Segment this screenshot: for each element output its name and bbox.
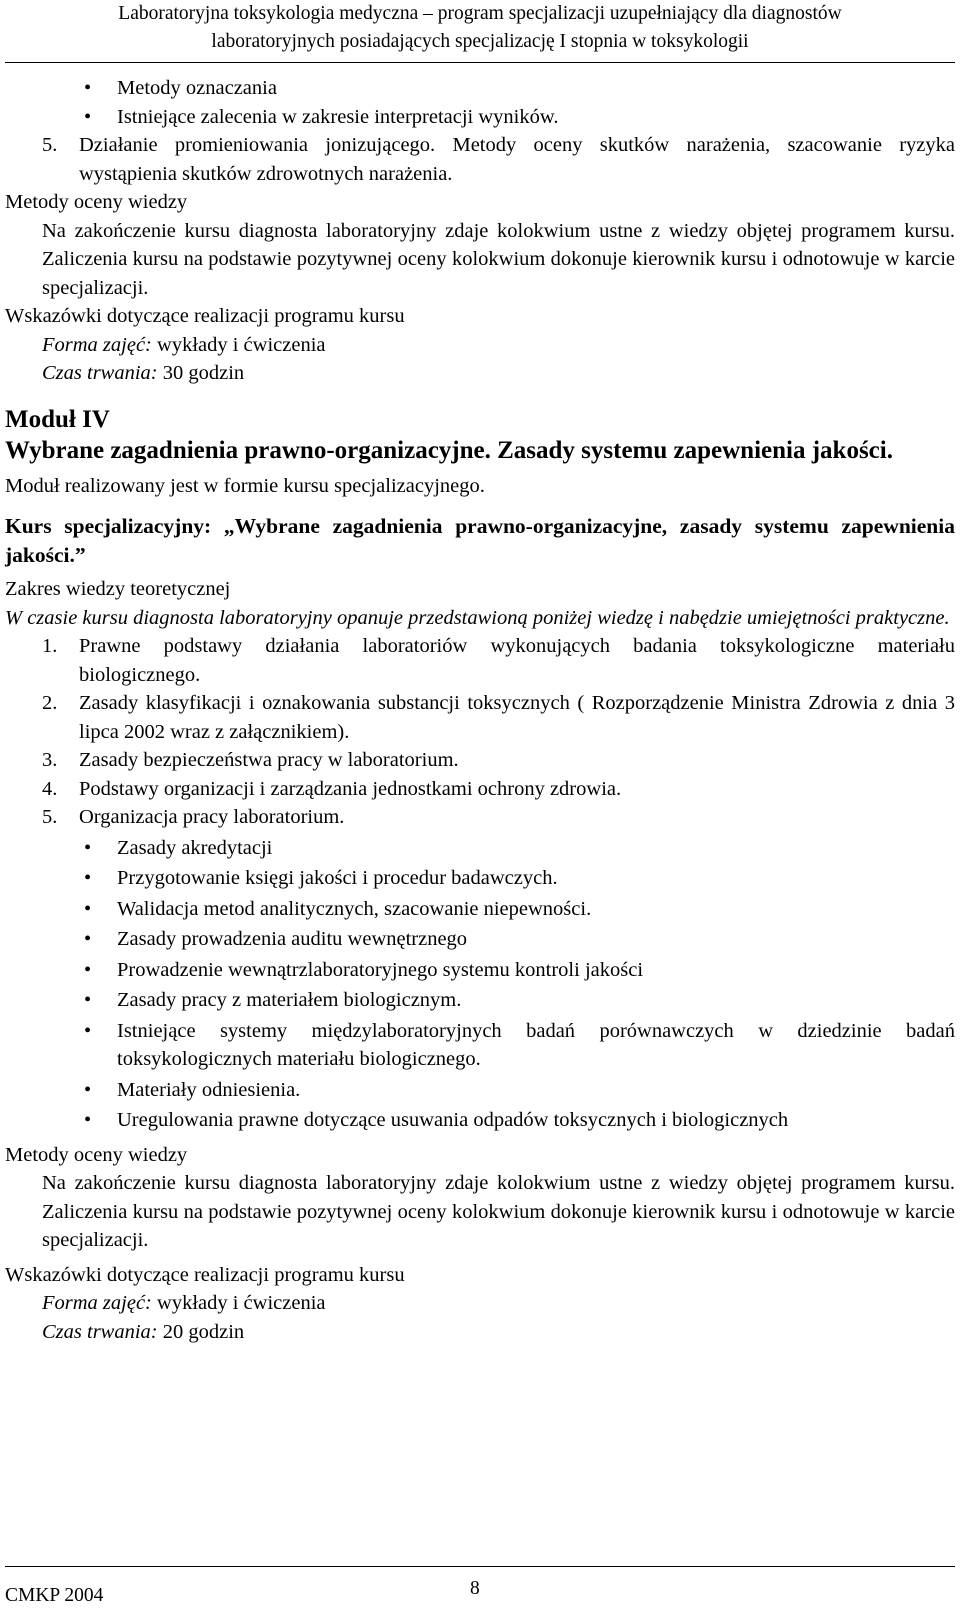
numbered-item: 3. Zasady bezpieczeństwa pracy w laboratorium. xyxy=(42,749,459,771)
bullet-icon: • xyxy=(84,867,92,889)
section-heading: Zakres wiedzy teoretycznej xyxy=(5,578,231,600)
numbered-item: 5. Działanie promieniowania jonizującego. Metody oceny skutków narażenia, szacowanie ryzyka wystąpienia skutków zdrowotnych narażenia. xyxy=(42,134,955,185)
section-heading: Wskazówki dotyczące realizacji programu kursu xyxy=(5,1263,405,1286)
list-item: • Zasady akredytacji xyxy=(5,834,955,863)
bullet-icon: • xyxy=(84,958,92,981)
page-content xyxy=(5,74,955,1346)
list-item: • Prowadzenie wewnątrzlaboratoryjnego systemu kontroli jakości xyxy=(5,956,955,985)
paragraph: Na zakończenie kursu diagnosta laboratoryjny zdaje kolokwium ustne z wiedzy objętej programem kursu. Zaliczenia kursu na podstawie pozytywnej oceny kolokwium dokonuje kierownik kursu i odnotowuje w karcie specjalizacji. xyxy=(42,219,955,299)
bullet-icon: • xyxy=(84,897,92,920)
section-heading: Wskazówki dotyczące realizacji programu kursu xyxy=(5,305,405,327)
list-item: • Uregulowania prawne dotyczące usuwania odpadów toksycznych i biologicznych xyxy=(5,1106,955,1135)
list-item: • Metody oznaczania xyxy=(5,74,955,103)
header-divider xyxy=(5,62,955,63)
list-item: • Zasady prowadzenia auditu wewnętrznego xyxy=(5,925,955,954)
section-heading: Metody oceny wiedzy xyxy=(5,1143,188,1166)
bullet-icon: • xyxy=(84,836,92,859)
page-number: 8 xyxy=(470,1578,480,1599)
page-footer xyxy=(0,1560,960,1610)
list-item: • Przygotowanie księgi jakości i procedur badawczych. xyxy=(5,864,955,893)
bullet-icon: • xyxy=(84,105,92,128)
list-item: • Istniejące systemy międzylaboratoryjnych badań porównawczych w dziedzinie badań toksykologicznych materiału biologicznego. xyxy=(5,1017,955,1074)
numbered-item: 4. Podstawy organizacji i zarządzania jednostkami ochrony zdrowia. xyxy=(42,777,622,800)
footer-divider xyxy=(5,1566,955,1567)
section-heading: Metody oceny wiedzy xyxy=(5,191,188,213)
footer-label: CMKP 2004 xyxy=(5,1585,104,1606)
numbered-item: 1. Prawne podstawy działania laboratoriów wykonujących badania toksykologiczne materiału biologicznego. xyxy=(42,635,955,686)
module-subtitle: Wybrane zagadnienia prawno-organizacyjne. Zasady systemu zapewnienia jakości. xyxy=(5,436,893,464)
numbered-item: 2. Zasady klasyfikacji i oznakowania substancji toksycznych ( Rozporządzenie Ministra Zdrowia z dnia 3 lipca 2002 wraz z załącznikiem). xyxy=(42,692,955,743)
numbered-item: 5. Organizacja pracy laboratorium. xyxy=(42,806,345,828)
course-title: Kurs specjalizacyjny: „Wybrane zagadnienia prawno-organizacyjne, zasady systemu zapewnienia jakości.” xyxy=(5,514,955,567)
bullet-icon: • xyxy=(84,77,92,99)
bullet-icon: • xyxy=(84,1019,92,1042)
duration-line: Czas trwania: 30 godzin xyxy=(42,362,245,384)
form-line: Forma zajęć: wykłady i ćwiczenia xyxy=(42,1292,326,1314)
header-line-1: Laboratoryjna toksykologia medyczna – program specjalizacji uzupełniający dla diagnostów xyxy=(118,3,842,24)
list-item: • Walidacja metod analitycznych, szacowanie niepewności. xyxy=(5,895,955,924)
list-item: • Materiały odniesienia. xyxy=(5,1076,955,1105)
list-item: • Istniejące zalecenia w zakresie interpretacji wyników. xyxy=(5,103,955,132)
theory-intro: W czasie kursu diagnosta laboratoryjny opanuje przedstawioną poniżej wiedzę i nabędzie umiejętności praktyczne. xyxy=(5,606,950,629)
bullet-icon: • xyxy=(84,1109,92,1131)
bullet-icon: • xyxy=(84,1078,92,1101)
bullet-icon: • xyxy=(84,989,92,1011)
list-item: • Zasady pracy z materiałem biologicznym. xyxy=(5,986,955,1015)
bullet-icon: • xyxy=(84,928,92,950)
form-line: Forma zajęć: wykłady i ćwiczenia xyxy=(42,333,326,356)
duration-line: Czas trwania: 20 godzin xyxy=(42,1320,245,1343)
module-title: Moduł IV xyxy=(5,405,110,433)
paragraph: Na zakończenie kursu diagnosta laboratoryjny zdaje kolokwium ustne z wiedzy objętej programem kursu. Zaliczenia kursu na podstawie pozytywnej oceny kolokwium dokonuje kierownik kursu i odnotowuje w karcie specjalizacji. xyxy=(42,1172,955,1251)
header-line-2: laboratoryjnych posiadających specjalizację I stopnia w toksykologii xyxy=(211,31,749,52)
module-intro: Moduł realizowany jest w formie kursu specjalizacyjnego. xyxy=(5,474,485,497)
page-header xyxy=(0,0,960,56)
